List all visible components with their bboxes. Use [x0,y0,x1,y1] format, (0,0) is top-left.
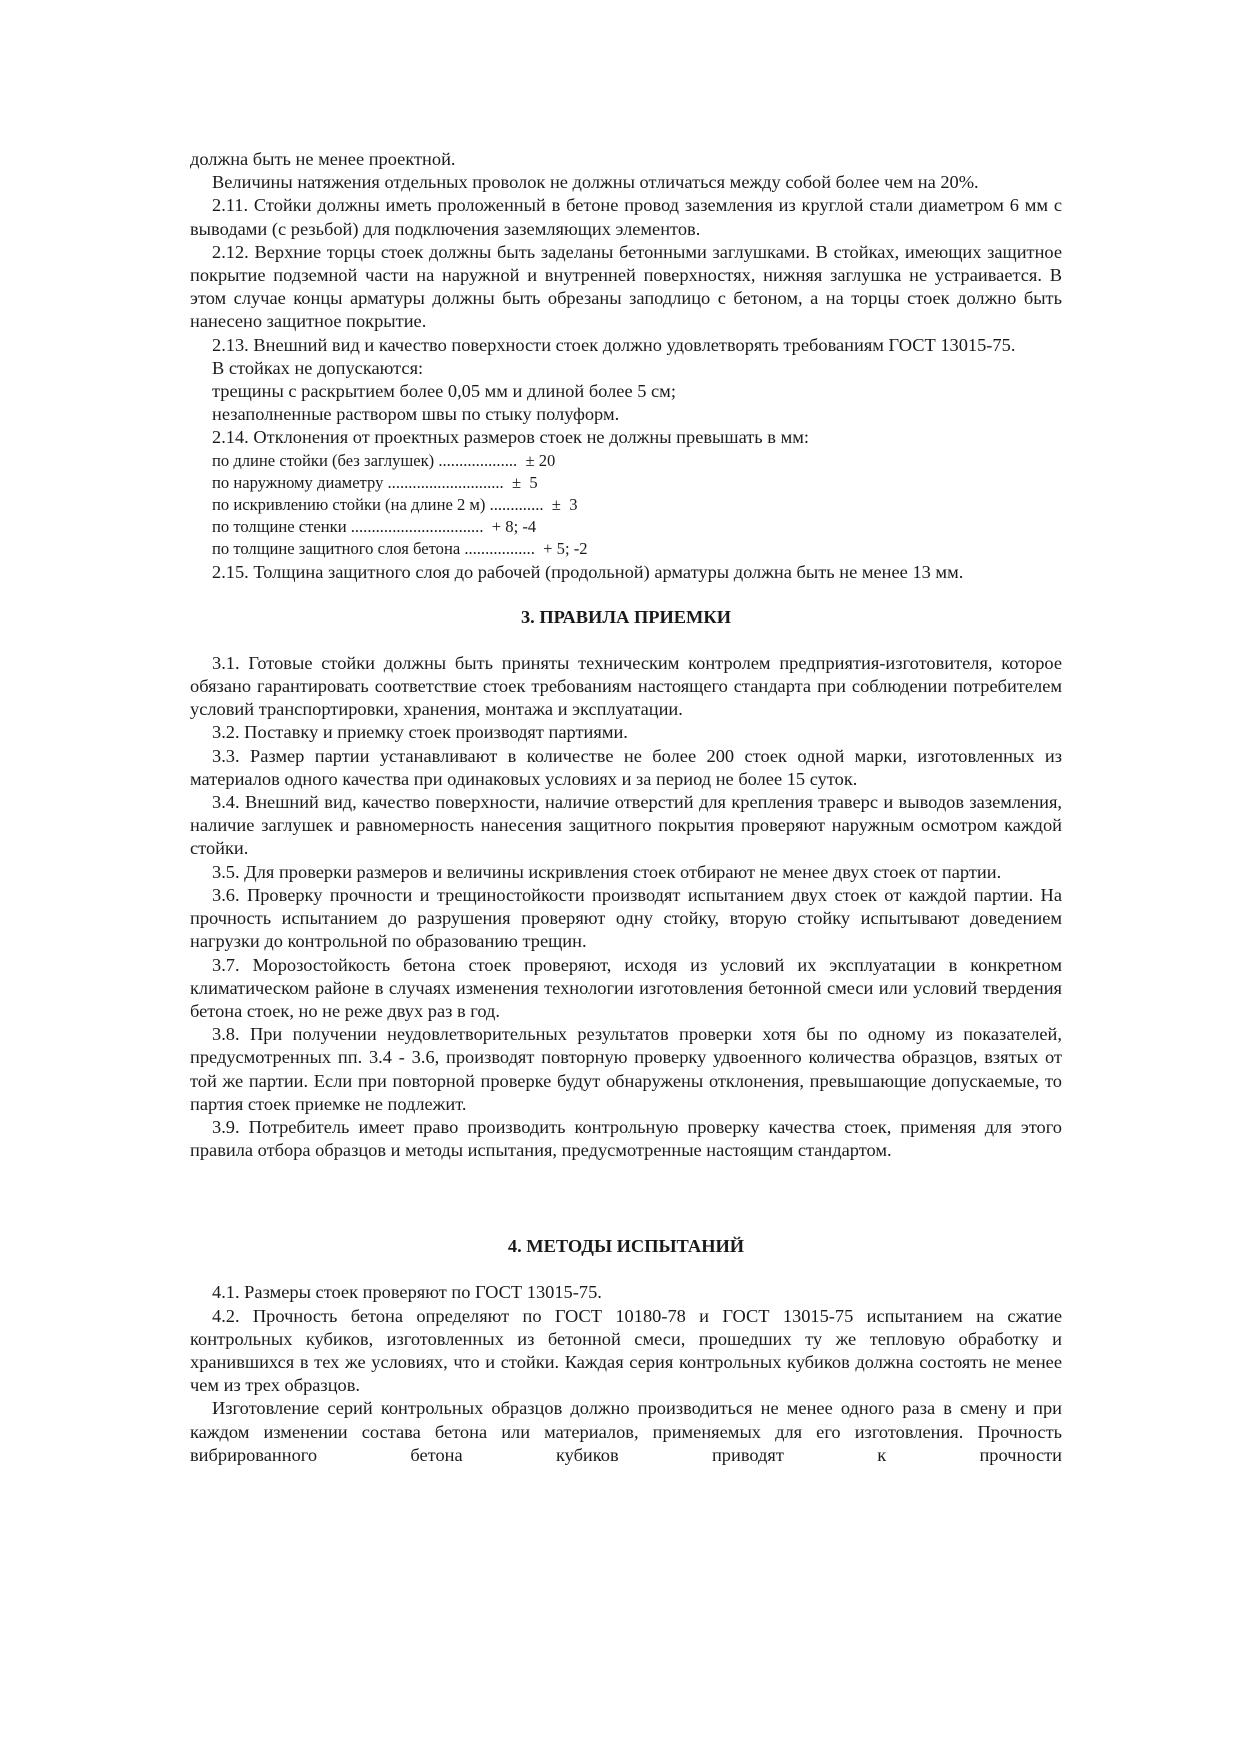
tolerance-item: по наружному диаметру ............................ ± 5 [212,472,538,492]
tolerance-item: по толщине защитного слоя бетона ................. + 5; -2 [212,539,588,559]
paragraph-3-3: 3.3. Размер партии устанавливают в количестве не более 200 стоек одной марки, изготовленных из материалов одного качества при одинаковых условиях и за период не более 15 суток. [190,745,1062,789]
paragraph-2-13: 2.13. Внешний вид и качество поверхности стоек должно удовлетворять требованиям ГОСТ 13015-75. [212,334,1016,355]
paragraph-4-2: 4.2. Прочность бетона определяют по ГОСТ 10180-78 и ГОСТ 13015-75 испытанием на сжатие контрольных кубиков, изготовленных из бетонной смеси, прошедших ту же тепловую обработку и хранившихся в тех же условиях, что и стойки. Каждая серия контрольных кубиков должна состоять не менее чем из трех образцов. [190,1305,1062,1396]
paragraph: должна быть не менее проектной. [190,149,456,169]
paragraph-3-8: 3.8. При получении неудовлетворительных результатов проверки хотя бы по одному из показателей, предусмотренных пп. 3.4 - 3.6, производят повторную проверку удвоенного количества образцов, взятых от той же партии. Если при повторной проверке будут обнаружены отклонения, превышающие допускаемые, то партия стоек приемке не подлежит. [190,1024,1062,1114]
document-page [190,148,1062,1467]
tolerance-item: по толщине стенки ................................ + 8; -4 [212,517,537,537]
paragraph-3-9: 3.9. Потребитель имеет право производить контрольную проверку качества стоек, применяя для этого правила отбора образцов и методы испытания, предусмотренные настоящим стандартом. [190,1116,1062,1161]
paragraph-3-1: 3.1. Готовые стойки должны быть приняты техническим контролем предприятия-изготовителя, которое обязано гарантировать соответствие стоек требованиям настоящего стандарта при соблюдении потребителем условий транспортировки, хранения, монтажа и эксплуатации. [190,652,1062,720]
section-heading: 3. ПРАВИЛА ПРИЕМКИ [520,606,732,627]
paragraph-4-1: 4.1. Размеры стоек проверяют по ГОСТ 13015-75. [212,1282,602,1303]
paragraph-3-2: 3.2. Поставку и приемку стоек производят партиями. [212,722,628,743]
paragraph: Изготовление серий контрольных образцов должно производиться не менее одного раза в смену и при каждом изменении состава бетона или материалов, применяемых для его изготовления. Прочность вибрированного бетона кубиков приводят к прочности [190,1398,1062,1465]
paragraph-3-6: 3.6. Проверку прочности и трещиностойкости производят испытанием двух стоек от каждой партии. На прочность испытанием до разрушения проверяют одну стойку, вторую стойку испытывают доведением нагрузки до контрольной по образованию трещин. [190,884,1062,952]
paragraph-2-14: 2.14. Отклонения от проектных размеров стоек не должны превышать в мм: [212,427,809,448]
paragraph-3-7: 3.7. Морозостойкость бетона стоек проверяют, исходя из условий их эксплуатации в конкретном климатическом районе в случаях изменения технологии изготовления бетонной смеси или условий твердения бетона стоек, но не реже двух раз в год. [190,954,1062,1021]
paragraph: В стойках не допускаются: [212,357,424,378]
paragraph-2-15: 2.15. Толщина защитного слоя до рабочей (продольной) арматуры должна быть не менее 13 мм. [212,561,964,582]
paragraph-3-4: 3.4. Внешний вид, качество поверхности, наличие отверстий для крепления траверс и выводов заземления, наличие заглушек и равномерность нанесения защитного покрытия проверяют наружным осмотром каждой стойки. [190,792,1062,859]
list-item: незаполненные раствором швы по стыку полуформ. [212,404,620,425]
list-item: трещины с раскрытием более 0,05 мм и длиной более 5 см; [212,381,676,402]
paragraph: Величины натяжения отдельных проволок не должны отличаться между собой более чем на 20%. [212,172,979,193]
paragraph-2-12: 2.12. Верхние торцы стоек должны быть заделаны бетонными заглушками. В стойках, имеющих защитное покрытие подземной части на наружной и внутренней поверхностях, нижняя заглушка не устраивается. В этом случае концы арматуры должны быть обрезаны заподлицо с бетоном, а на торцы стоек должно быть нанесено защитное покрытие. [190,241,1062,332]
tolerance-list [190,450,1062,561]
paragraph-3-5: 3.5. Для проверки размеров и величины искривления стоек отбирают не менее двух стоек от партии. [212,861,1002,882]
paragraph-2-11: 2.11. Стойки должны иметь проложенный в бетоне провод заземления из круглой стали диаметром 6 мм с выводами (с резьбой) для подключения заземляющих элементов. [190,195,1062,239]
section-heading: 4. МЕТОДЫ ИСПЫТАНИЙ [507,1236,745,1257]
tolerance-item: по искривлению стойки (на длине 2 м) ............. ± 3 [212,495,578,515]
tolerance-item: по длине стойки (без заглушек) ................... ± 20 [212,450,556,470]
